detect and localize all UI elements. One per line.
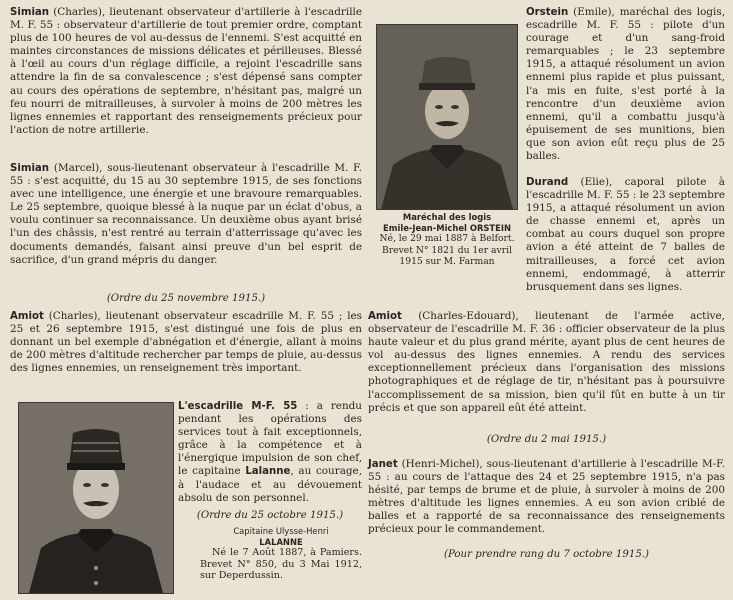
chief-name: Lalanne xyxy=(245,466,291,478)
caption-rank: Maréchal des logis xyxy=(402,212,492,222)
citation-name: L'escadrille M-F. 55 xyxy=(178,401,298,412)
portrait-image xyxy=(19,403,173,593)
portrait-image xyxy=(377,25,517,209)
caption-name: Emile-Jean-Michel ORSTEIN xyxy=(383,222,511,233)
citation-orstein-text xyxy=(526,6,725,163)
citation-text: (Elie), caporal pilote à l'escadrille M. F. 55 : le 23 septembre 1915, a attaqué résolument un avion de chasse ennemi et, après un combat au cours duquel son propre avion a été atteint de 7 balles de mitrailleuses, a forcé cet avion ennemi, endommagé, à atterrir brusquement dans ses lignes. xyxy=(526,176,725,293)
caption-bio: Né, le 29 mai 1887 à Belfort. Brevet N° 1821 du 1er avril 1915 sur M. Farman xyxy=(379,233,515,267)
citation-name: Amiot xyxy=(368,311,402,322)
portrait-lalanne xyxy=(18,402,174,594)
caption-bio: Né le 7 Août 1887, à Pamiers. Brevet N° 850, du 3 Mai 1912, sur Deperdussin. xyxy=(200,547,362,581)
citation-name: Amiot xyxy=(10,311,44,322)
citation-simian-charles xyxy=(10,6,362,137)
portrait-caption-lalanne xyxy=(200,526,362,582)
portrait-orstein xyxy=(376,24,518,210)
citation-name: Simian xyxy=(10,163,50,174)
citation-text: (Charles), lieutenant observateur d'artillerie à l'escadrille M. F. 55 : observateur d'artillerie de tout premier ordre, comptant plus de 100 heures de vol au-dessus de l'ennemi. S'est acquitté en maintes circonstances de missions délicates et périlleuses. Blessé à l'œil au cours d'un réglage difficile, a rejoint l'escadrille sans attendre la fin de sa convalescence ; s'est dépensé sans compter au cours des opérations de septembre, n'hésitant pas, malgré un feu nourri de mitrailleuses, à survoler à moins de 200 mètres les lignes ennemies et rapportant des renseignements précieux pour l'action de notre artillerie. xyxy=(10,6,362,136)
citation-name: Janet xyxy=(368,459,398,470)
portrait-caption-orstein xyxy=(372,212,522,268)
order-date: (Ordre du 25 octobre 1915.) xyxy=(196,510,344,521)
citation-text: (Charles-Edouard), lieutenant de l'armée active, observateur de l'escadrille M. F. 36 : officier observateur de la plus haute valeur et du plus grand mérite, ayant plus de cent heures de vol au-dessus des lignes ennemies. A rendu des services exceptionnellement précieux dans l'organisation des missions photographiques et de réglage de tir, n'hésitant pas à poursuivre l'accomplissement de sa mission, bien qu'il fût en butte à un tir précis et que son appareil eût été atteint. xyxy=(368,310,725,414)
caption-name: LALANNE xyxy=(259,536,303,547)
order-date: (Pour prendre rang du 7 octobre 1915.) xyxy=(443,549,650,560)
citation-amiot-edouard xyxy=(368,310,725,415)
caption-rank: Capitaine Ulysse-Henri xyxy=(233,526,329,536)
order-date: (Ordre du 2 mai 1915.) xyxy=(486,434,607,445)
citation-text: (Emile), maréchal des logis, escadrille M. F. 55 : pilote d'un courage et d'un sang-froid remarquables ; le 23 septembre 1915, a attaqué résolument un avion ennemi plus rapide et plus puissant, l'a mis en fuite, s'est porté à la rencontre d'un deuxième avion ennemi, qu'il a combattu jusqu'à épuisement de ses munitions, bien que son avion eût reçu plus de 25 balles. xyxy=(526,6,725,163)
citation-durand xyxy=(526,176,725,294)
citation-text: (Marcel), sous-lieutenant observateur à l'escadrille M. F. 55 : s'est acquitté, du 15 au 30 septembre 1915, de ses fonctions avec une intelligence, une énergie et une bravoure remarquables. Le 25 septembre, quoique blessé à la nuque par un éclat d'obus, a voulu continuer sa reconnaissance. Un deuxième obus ayant brisé l'un des châssis, n'est rentré au terrain d'atterrissage qu'avec les documents demandés, faisant ainsi preuve d'un bel esprit de sacrifice, d'un grand mépris du danger. xyxy=(10,162,362,266)
citation-text: (Henri-Michel), sous-lieutenant d'artillerie à l'escadrille M-F. 55 : au cours de l'attaque des 24 et 25 septembre 1915, n'a pas hésité, par temps de brume et de pluie, à survoler à moins de 200 mètres d'altitude les lignes ennemies. A eu son avion criblé de balles et a rapporté de sa reconnaissance des renseignements précieux pour le commandement. xyxy=(368,458,725,536)
citation-escadrille-mf55 xyxy=(178,400,362,505)
citation-text: : a rendu pendant les opérations des services tout à fait exceptionnels, grâce à la compétence et à l'énergique impulsion de son chef, le capitaine xyxy=(178,400,362,478)
citation-janet xyxy=(368,458,725,537)
citation-text-end: , au courage, à l'audace et au dévouement absolu de son personnel. xyxy=(178,465,362,504)
citation-text: (Charles), lieutenant observateur escadrille M. F. 55 ; les 25 et 26 septembre 1915, s'est distingué une fois de plus en donnant un bel exemple d'abnégation et d'énergie, allant à moins de 200 mètres d'altitude rechercher par temps de pluie, au-dessus des lignes ennemies, un renseignement très important. xyxy=(10,310,362,375)
citation-name: Durand xyxy=(526,177,569,188)
citation-name: Simian xyxy=(10,7,50,18)
citation-amiot-charles xyxy=(10,310,362,375)
citation-name: Orstein xyxy=(526,7,569,18)
order-date: (Ordre du 25 novembre 1915.) xyxy=(106,293,266,304)
citation-simian-marcel xyxy=(10,162,362,267)
